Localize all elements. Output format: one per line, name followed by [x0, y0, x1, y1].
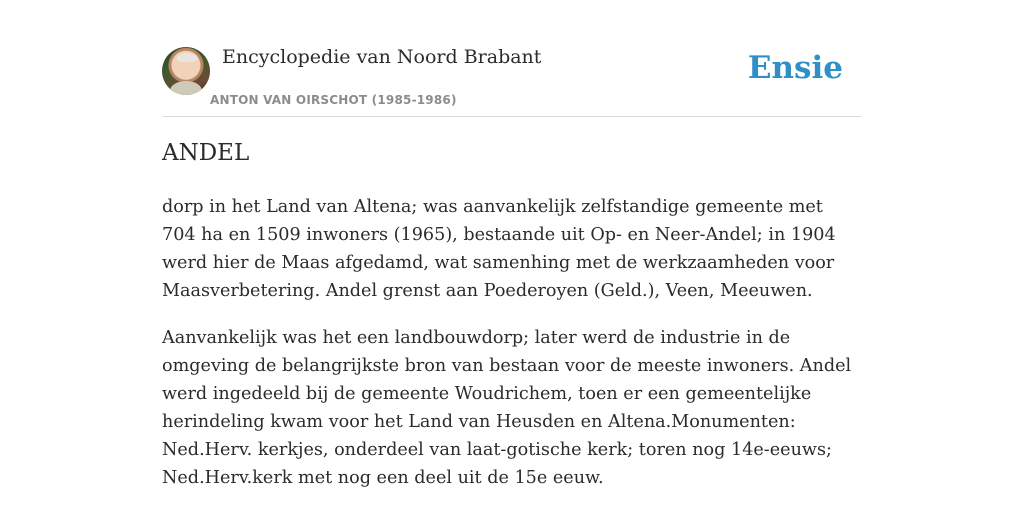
- article-title: ANDEL: [162, 140, 250, 166]
- site-title[interactable]: Encyclopedie van Noord Brabant: [222, 46, 542, 68]
- author-name[interactable]: ANTON VAN OIRSCHOT (1985-1986): [210, 93, 457, 107]
- article-paragraph: dorp in het Land van Altena; was aanvankelijk zelfstandige gemeente met 704 ha en 1509 inwoners (1965), bestaande uit Op- en Neer-Andel; in 1904 werd hier de Maas afgedamd, wat samenhing met de werkzaamheden voor Maasverbetering. Andel grenst aan Poederoyen (Geld.), Veen, Meeuwen.: [162, 197, 836, 301]
- avatar-shirt: [170, 81, 202, 95]
- header: [162, 46, 862, 117]
- ensie-logo[interactable]: Ensie: [747, 50, 843, 86]
- author-avatar[interactable]: [162, 47, 210, 95]
- article-paragraph: Aanvankelijk was het een landbouwdorp; later werd de industrie in de omgeving de belangrijkste bron van bestaan voor de meeste inwoners. Andel werd ingedeeld bij de gemeente Woudrichem, toen er een gemeentelijke herindeling kwam voor het Land van Heusden en Altena.Monumenten: Ned.Herv. kerkjes, onderdeel van laat-gotische kerk; toren nog 14e-eeuws; Ned.Herv.kerk met nog een deel uit de 15e eeuw.: [162, 328, 852, 488]
- avatar-hair: [177, 53, 197, 62]
- article-body: [162, 193, 862, 511]
